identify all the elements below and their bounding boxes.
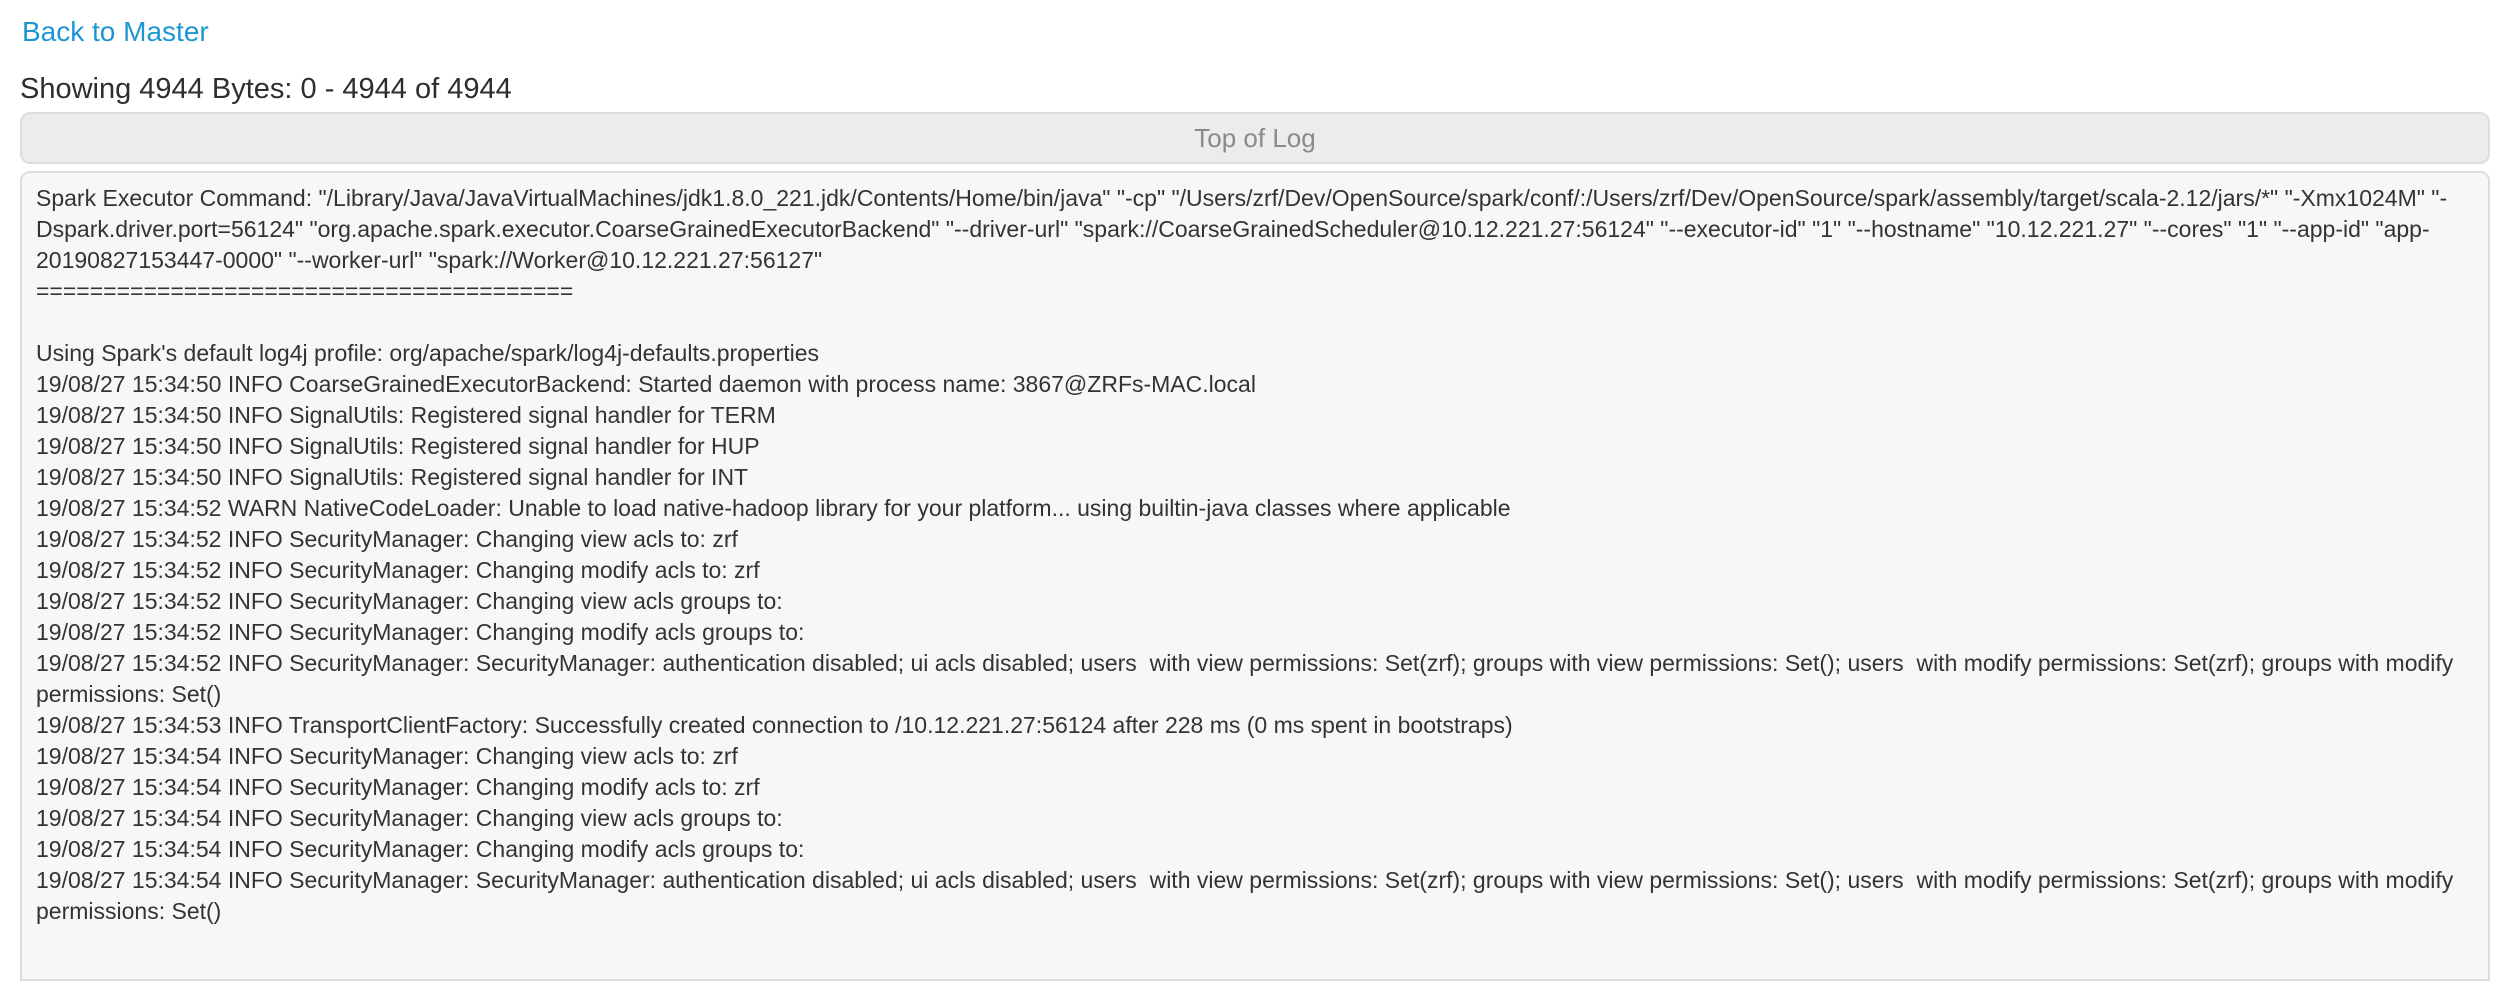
top-of-log-label: Top of Log <box>1194 123 1316 153</box>
log-content: Spark Executor Command: "/Library/Java/JavaVirtualMachines/jdk1.8.0_221.jdk/Contents/Home/bin/java" "-cp" "/Users/zrf/Dev/OpenSource/spark/conf/:/Users/zrf/Dev/OpenSource/spark/assembly/target/scala-2.12/jars/*" "-Xmx1024M" "-Dspark.driver.port=56124" "org.apache.spark.executor.CoarseGrainedExecutorBackend" "--driver-url" "spark://CoarseGrainedScheduler@10.12.221.27:56124" "--executor-id" "1" "--hostname" "10.12.221.27" "--cores" "1" "--app-id" "app-20190827153447-0000" "--worker-url" "spark://Worker@10.12.221.27:56127" ======================================== Using Spark's default log4j profile: org/apache/spark/log4j-defaults.properties 19/08/27 15:34:50 INFO CoarseGrainedExecutorBackend: Started daemon with process name: 3867@ZRFs-MAC.local 19/08/27 15:34:50 INFO SignalUtils: Registered signal handler for TERM 19/08/27 15:34:50 INFO SignalUtils: Registered signal handler for HUP 19/08/27 15:34:50 INFO SignalUtils: Registered signal handler for INT 19/08/27 15:34:52 WARN NativeCodeLoader: Unable to load native-hadoop library for your platform... using builtin-java classes where applicable 19/08/27 15:34:52 INFO SecurityManager: Changing view acls to: zrf 19/08/27 15:34:52 INFO SecurityManager: Changing modify acls to: zrf 19/08/27 15:34:52 INFO SecurityManager: Changing view acls groups to: 19/08/27 15:34:52 INFO SecurityManager: Changing modify acls groups to: 19/08/27 15:34:52 INFO SecurityManager: SecurityManager: authentication disabled; ui acls disabled; users with view permissions: Set(zrf); groups with view permissions: Set(); users with modify permissions: Set(zrf); groups with modify permissions: Set() 19/08/27 15:34:53 INFO TransportClientFactory: Successfully created connection to /10.12.221.27:56124 after 228 ms (0 ms spent in bootstraps) 19/08/27 15:34:54 INFO SecurityManager: Changing view acls to: zrf 19/08/27 15:34:54 INFO SecurityManager: Changing modify acls to: zrf 19/08/27 15:34:54 INFO SecurityManager: Changing view acls groups to: 19/08/27 15:34:54 INFO SecurityManager: Changing modify acls groups to: 19/08/27 15:34:54 INFO SecurityManager: SecurityManager: authentication disabled; ui acls disabled; users with view permissions: Set(zrf); groups with view permissions: Set(); users with modify permissions: Set(zrf); groups with modify permissions: Set() <box>36 185 2454 924</box>
log-panel <box>20 171 2490 981</box>
top-of-log-button[interactable] <box>20 112 2490 164</box>
byte-range-info: Showing 4944 Bytes: 0 - 4944 of 4944 <box>20 73 512 105</box>
back-to-master-link[interactable]: Back to Master <box>22 16 209 47</box>
